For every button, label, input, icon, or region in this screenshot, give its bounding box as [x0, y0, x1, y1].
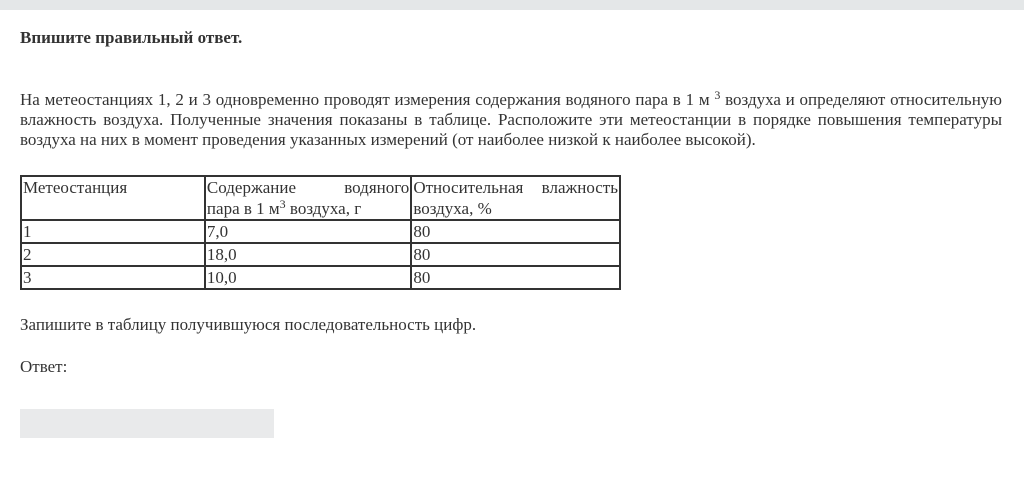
cell-humidity: 80: [411, 243, 620, 266]
question-superscript: 3: [714, 88, 721, 102]
cell-humidity: 80: [411, 220, 620, 243]
header-vapor-superscript: 3: [279, 197, 286, 211]
table-row: [21, 266, 620, 289]
table-row: [21, 243, 620, 266]
header-vapor: [205, 176, 411, 220]
cell-vapor: 10,0: [205, 266, 411, 289]
data-table: [20, 175, 621, 290]
header-vapor-line2a: пара в 1 м: [206, 199, 280, 218]
header-vapor-line1: Содержание водяного: [206, 178, 410, 197]
header-station-label: Метеостанция: [23, 178, 128, 197]
cell-vapor: 18,0: [205, 243, 411, 266]
instruction-text: Запишите в таблицу получившуюся последовательность цифр.: [20, 315, 477, 334]
header-humidity-line1: Относительная влажность: [413, 178, 618, 197]
task-heading: Впишите правильный ответ.: [20, 28, 243, 47]
question-text-part1: На метеостанциях 1, 2 и 3 одновременно проводят измерения содержания водяного пара в 1 м: [20, 90, 715, 109]
cell-vapor: 7,0: [205, 220, 411, 243]
cell-station: 3: [21, 266, 205, 289]
table-header-row: [21, 176, 620, 220]
header-humidity: [411, 176, 620, 220]
question-text-part2: воздуха и определяют относительную влажность воздуха. Полученные значения показаны в таблице. Расположите эти метеостанции в порядке повышения температуры воздуха на них в момент проведения указанных измерений (от наиболее низкой к наиболее высокой).: [20, 90, 1002, 149]
cell-station: 2: [21, 243, 205, 266]
question-text: [20, 90, 1002, 150]
cell-humidity: 80: [411, 266, 620, 289]
table-row: [21, 220, 620, 243]
answer-input[interactable]: [20, 409, 274, 438]
top-bar: [0, 0, 1024, 10]
header-vapor-line2: [207, 198, 409, 219]
answer-label: Ответ:: [20, 357, 68, 376]
cell-station: 1: [21, 220, 205, 243]
header-vapor-line2b: воздуха, г: [285, 199, 362, 218]
header-humidity-line2: воздуха, %: [413, 199, 492, 218]
header-station: [21, 176, 205, 220]
